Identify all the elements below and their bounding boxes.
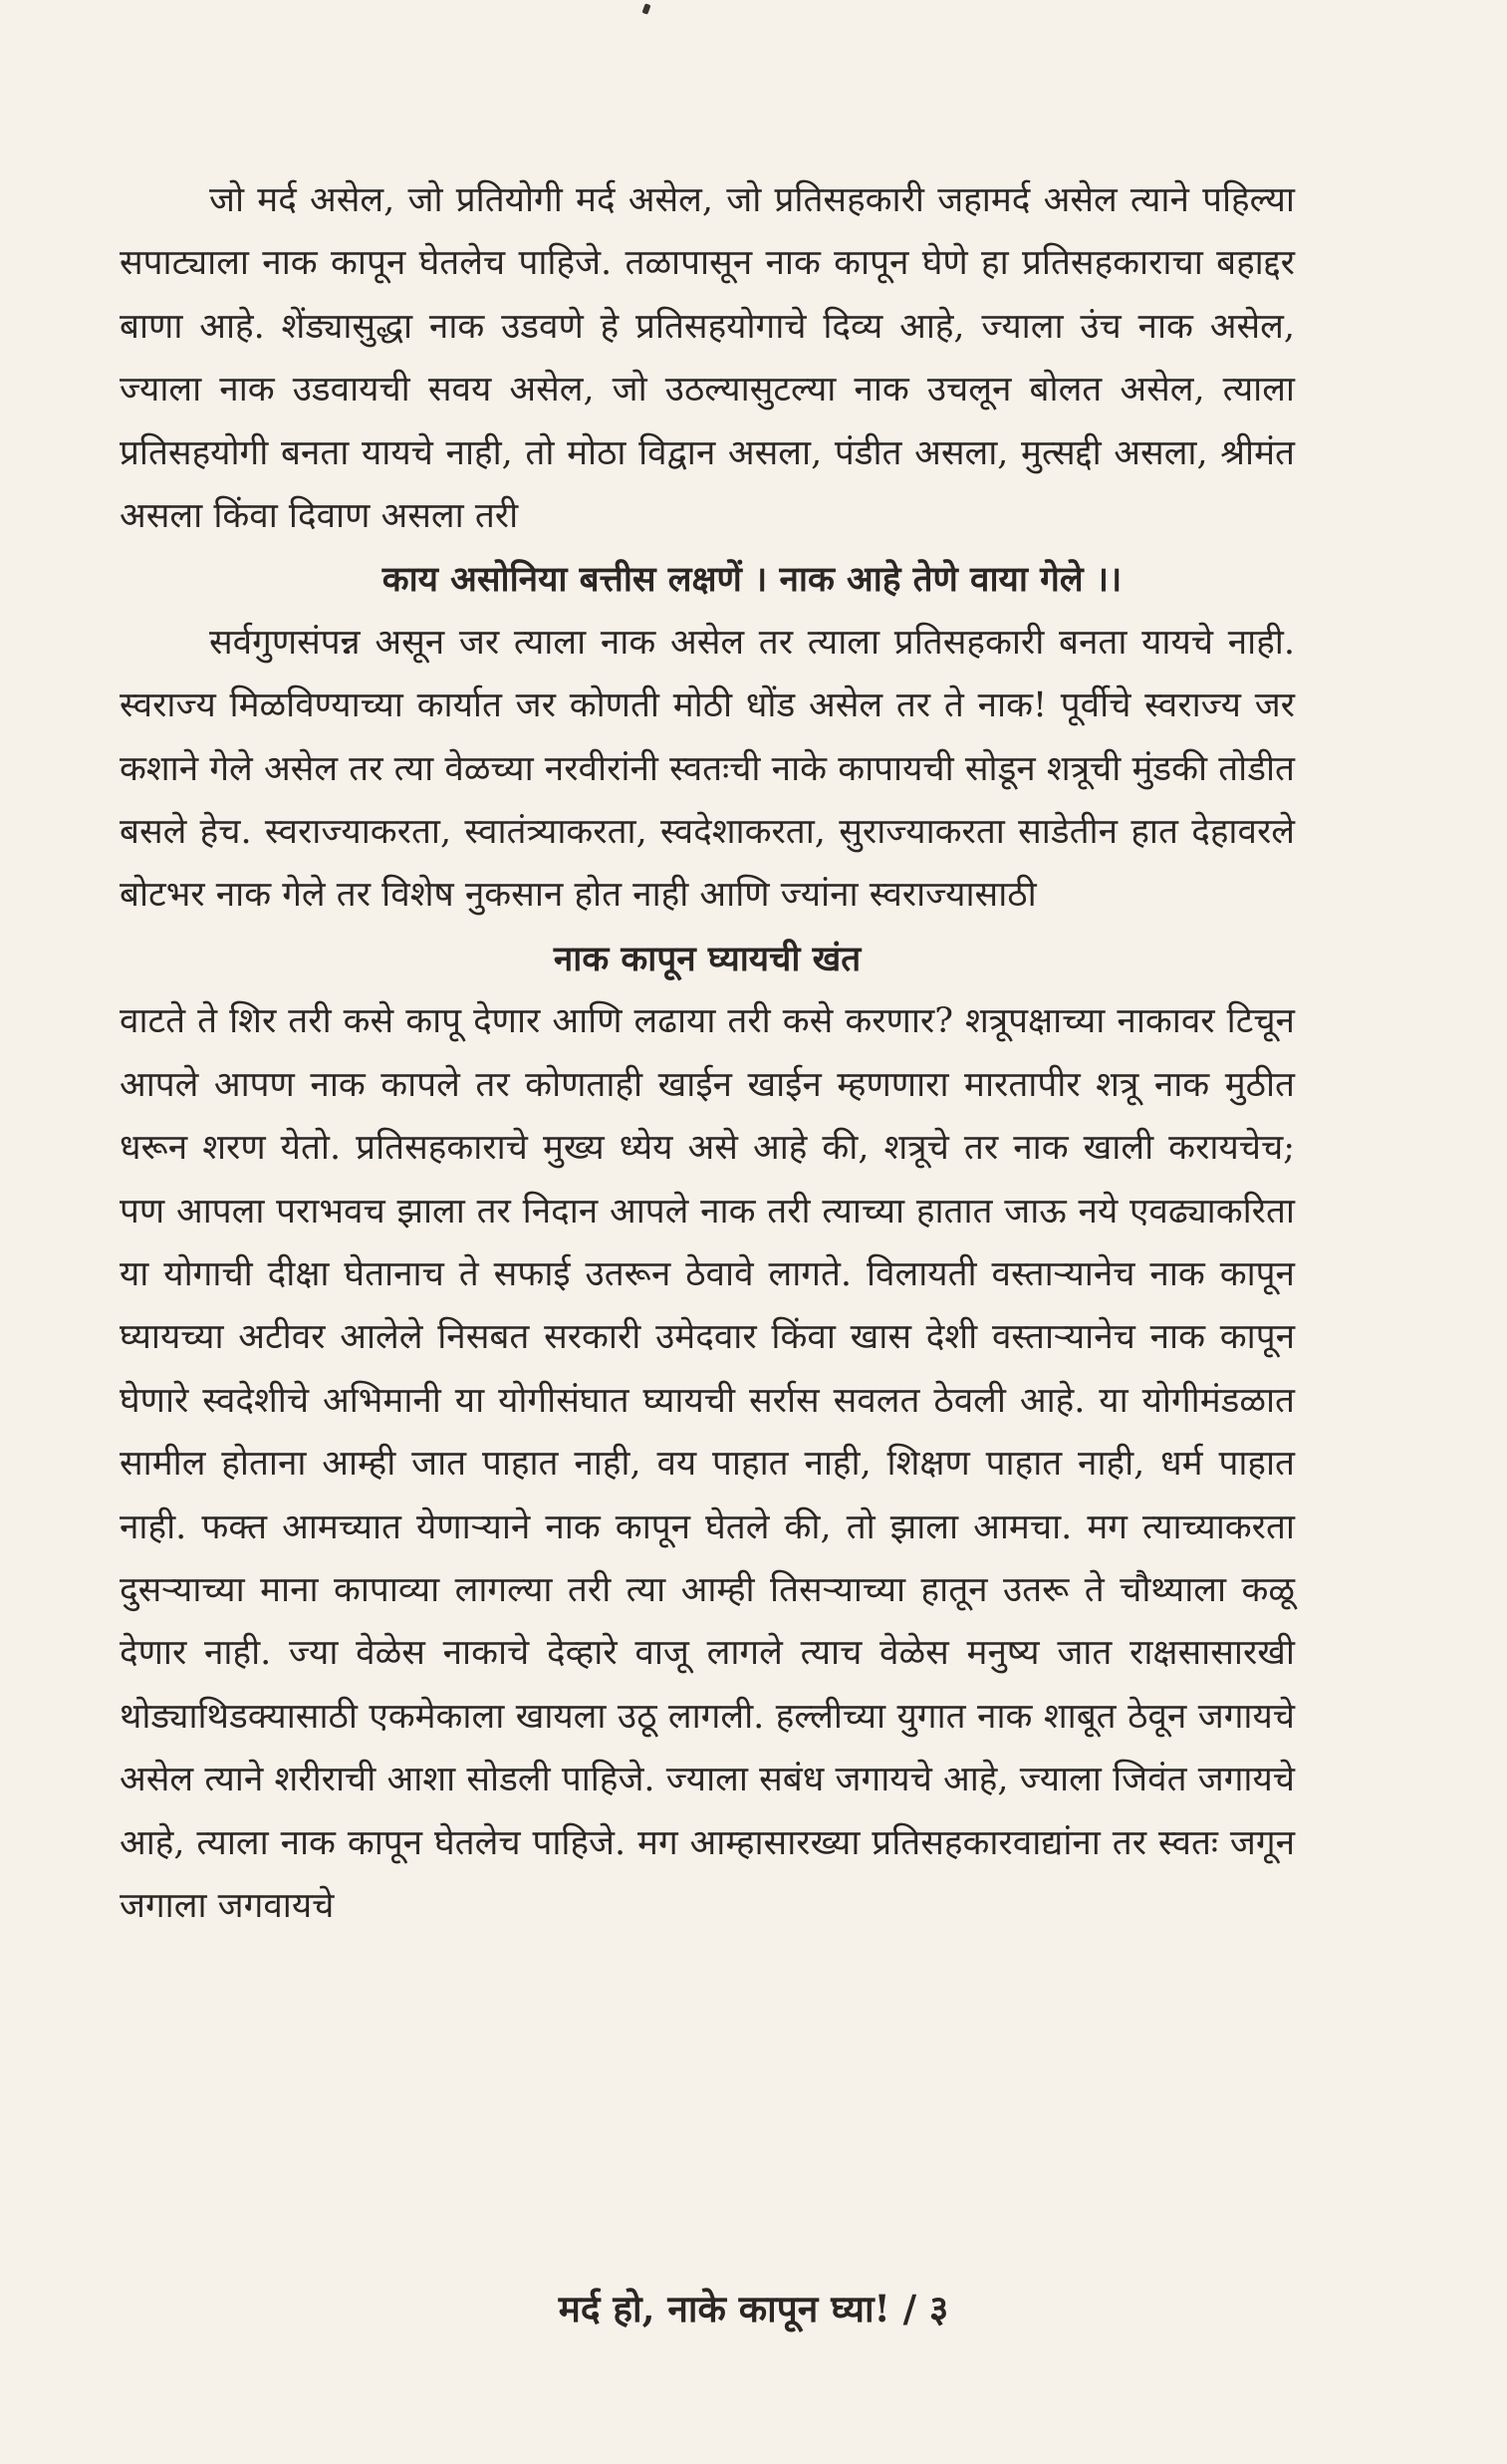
bold-phrase: नाक कापून घ्यायची खंत: [553, 938, 862, 979]
paragraph-swarajya: सर्वगुणसंपन्न असून जर त्याला नाक असेल तर त्याला प्रतिसहकारी बनता यायचे नाही. स्वराज्य मिळविण्याच्या कार्यात जर कोणती मोठी धोंड असेल तर ते नाक! पूर्वीचे स्वराज्य जर कशाने गेले असेल तर त्या वेळच्या नरवीरांनी स्वतःची नाके कापायची सोडून शत्रूची मुंडकी तोडीत बसले हेच. स्वराज्याकरता, स्वातंत्र्याकरता, स्वदेशाकरता, सुराज्याकरता साडेतीन हात देहावरले बोटभर नाक गेले तर विशेष नुकसान होत नाही आणि ज्यांना स्वराज्यासाठी: [120, 622, 1295, 916]
page-body: [120, 169, 1295, 1938]
paragraph-opening: जो मर्द असेल, जो प्रतियोगी मर्द असेल, जो प्रतिसहकारी जहामर्द असेल त्याने पहिल्या सपाट्याला नाक कापून घेतलेच पाहिजे. तळापासून नाक कापून घेणे हा प्रतिसहकाराचा बहाद्दर बाणा आहे. शेंड्यासुद्धा नाक उडवणे हे प्रतिसहयोगाचे दिव्य आहे, ज्याला उंच नाक असेल, ज्याला नाक उडवायची सवय असेल, जो उठल्यासुटल्या नाक उचलून बोलत असेल, त्याला प्रतिसहयोगी बनता यायचे नाही, तो मोठा विद्वान असला, पंडीत असला, मुत्सद्दी असला, श्रीमंत असला किंवा दिवाण असला तरी: [120, 180, 1295, 537]
paragraph-continuation: वाटते ते शिर तरी कसे कापू देणार आणि लढाया तरी कसे करणार? शत्रूपक्षाच्या नाकावर टिचून आपले आपण नाक कापले तर कोणताही खाईन खाईन म्हणणारा मारतापीर शत्रू नाक मुठीत धरून शरण येतो. प्रतिसहकाराचे मुख्य ध्येय असे आहे की, शत्रूचे तर नाक खाली करायचेच; पण आपला पराभवच झाला तर निदान आपले नाक तरी त्याच्या हातात जाऊ नये एवढ्याकरिता या योगाची दीक्षा घेतानाच ते सफाई उतरून ठेवावे लागते. विलायती वस्ताऱ्यानेच नाक कापून घ्यायच्या अटीवर आलेले निसबत सरकारी उमेदवार किंवा खास देशी वस्ताऱ्यानेच नाक कापून घेणारे स्वदेशीचे अभिमानी या योगीसंघात घ्यायची सर्रास सवलत ठेवली आहे. या योगीमंडळात सामील होताना आम्ही जात पाहात नाही, वय पाहात नाही, शिक्षण पाहात नाही, धर्म पाहात नाही. फक्त आमच्यात येणाऱ्याने नाक कापून घेतले की, तो झाला आमचा. मग त्याच्याकरता दुसऱ्याच्या माना कापाव्या लागल्या तरी त्या आम्ही तिसऱ्याच्या हातून उतरू ते चौथ्याला कळू देणार नाही. ज्या वेळेस नाकाचे देव्हारे वाजू लागले त्याच वेळेस मनुष्य जात राक्षसासारखी थोड्याथिडक्यासाठी एकमेकाला खायला उठू लागली. हल्लीच्या युगात नाक शाबूत ठेवून जगायचे असेल त्याने शरीराची आशा सोडली पाहिजे. ज्याला सबंध जगायचे आहे, ज्याला जिवंत जगायचे आहे, त्याला नाक कापून घेतलेच पाहिजे. मग आम्हासारख्या प्रतिसहकारवाद्यांना तर स्वतः जगून जगाला जगवायचे: [120, 1001, 1295, 1926]
page-footer: मर्द हो, नाके कापून घ्या! / ३: [558, 2287, 949, 2330]
abhang-verse: काय असोनिया बत्तीस लक्षणें । नाक आहे तेणे वाया गेले ।।: [381, 559, 1123, 601]
ink-speck: [641, 3, 650, 14]
